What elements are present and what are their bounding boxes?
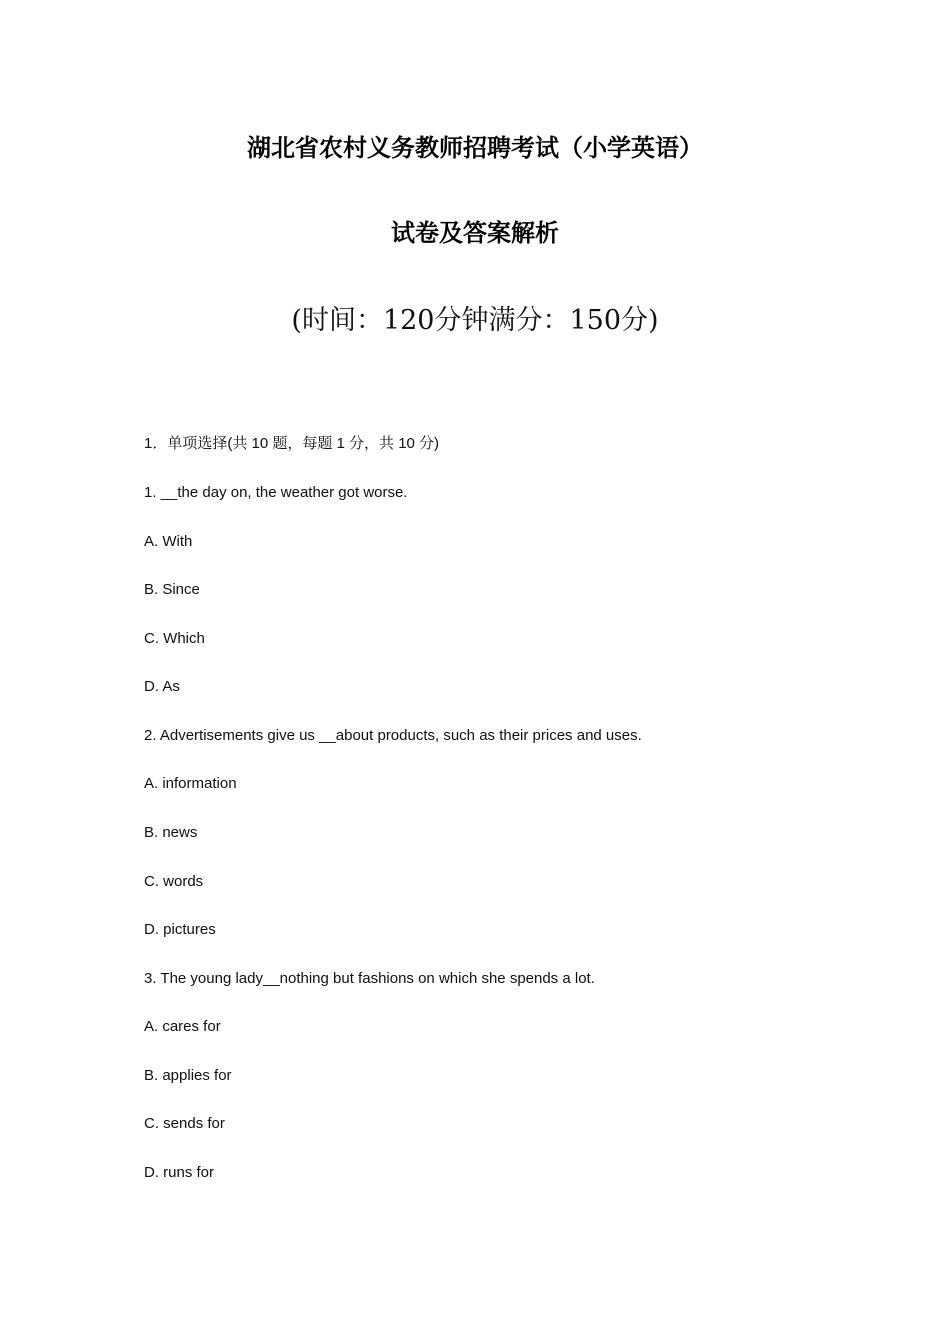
question-2-option-b: B. news xyxy=(144,824,198,841)
question-2-option-c: C. words xyxy=(144,873,204,890)
exam-title: 湖北省农村义务教师招聘考试（小学英语） xyxy=(247,133,703,162)
question-3-option-c: C. sends for xyxy=(144,1115,225,1132)
question-1-stem: 1. __the day on, the weather got worse. xyxy=(144,484,408,501)
question-3-option-d: D. runs for xyxy=(144,1164,215,1181)
question-1-option-a: A. With xyxy=(144,533,193,550)
question-3-stem: 3. The young lady__nothing but fashions on which she spends a lot. xyxy=(144,970,595,987)
question-3-option-a: A. cares for xyxy=(144,1018,221,1035)
question-1-option-d: D. As xyxy=(144,678,180,695)
section-heading: 1．单项选择(共 10 题，每题 1 分，共 10 分) xyxy=(144,435,440,452)
question-2-option-a: A. information xyxy=(144,775,237,792)
question-1-option-b: B. Since xyxy=(144,581,200,598)
exam-time-info: (时间：120分钟满分：150分) xyxy=(291,305,659,336)
question-1-option-c: C. Which xyxy=(144,630,205,647)
question-3-option-b: B. applies for xyxy=(144,1067,232,1084)
exam-subtitle: 试卷及答案解析 xyxy=(391,218,559,247)
question-2-stem: 2. Advertisements give us __about products, such as their prices and uses. xyxy=(144,727,642,744)
question-2-option-d: D. pictures xyxy=(144,921,216,938)
